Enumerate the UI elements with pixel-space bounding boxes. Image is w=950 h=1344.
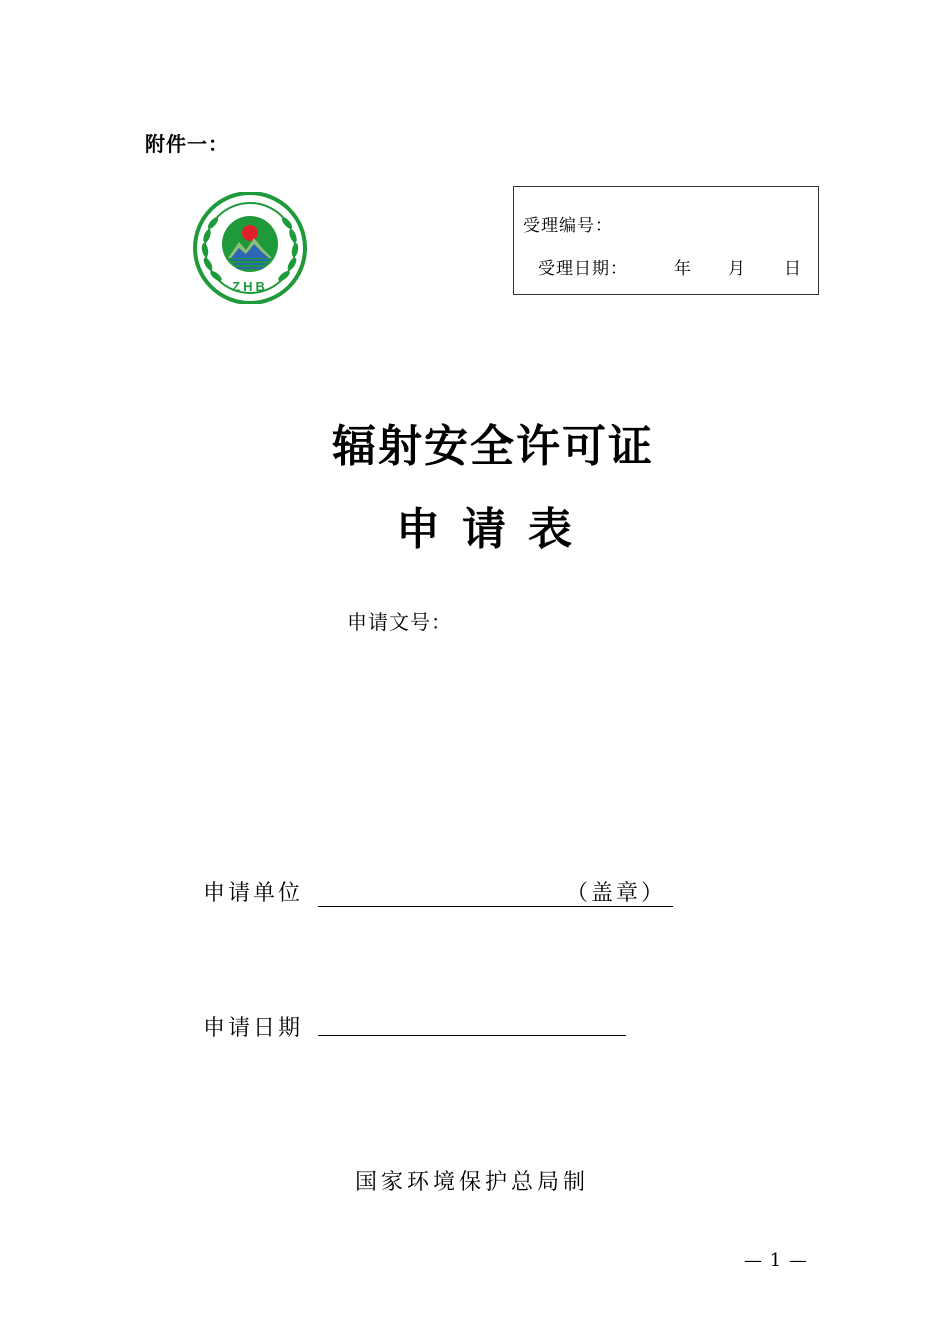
application-date-label: 申请日期	[203, 1016, 304, 1041]
page-number: — 1 —	[744, 1250, 808, 1271]
document-title: 辐射安全许可证	[332, 421, 654, 472]
month-label: 月	[728, 259, 746, 279]
year-label: 年	[674, 259, 692, 279]
logo-text: ZHB	[232, 279, 268, 294]
application-date-field-line[interactable]	[318, 1035, 626, 1036]
acceptance-date-label: 受理日期：	[538, 259, 628, 279]
acceptance-box	[513, 186, 819, 295]
zhb-emblem-icon	[191, 192, 309, 304]
application-number-label: 申请文号：	[347, 610, 452, 634]
seal-label: （盖章）	[566, 881, 667, 906]
acceptance-number-label: 受理编号：	[523, 216, 613, 236]
day-label: 日	[784, 259, 802, 279]
applicant-label: 申请单位	[203, 881, 304, 906]
zhb-logo	[191, 192, 309, 304]
issuer-text: 国家环境保护总局制	[355, 1170, 590, 1195]
document-subtitle: 申请表	[396, 504, 594, 555]
acceptance-date-row	[538, 254, 802, 279]
attachment-label: 附件一：	[145, 132, 229, 156]
